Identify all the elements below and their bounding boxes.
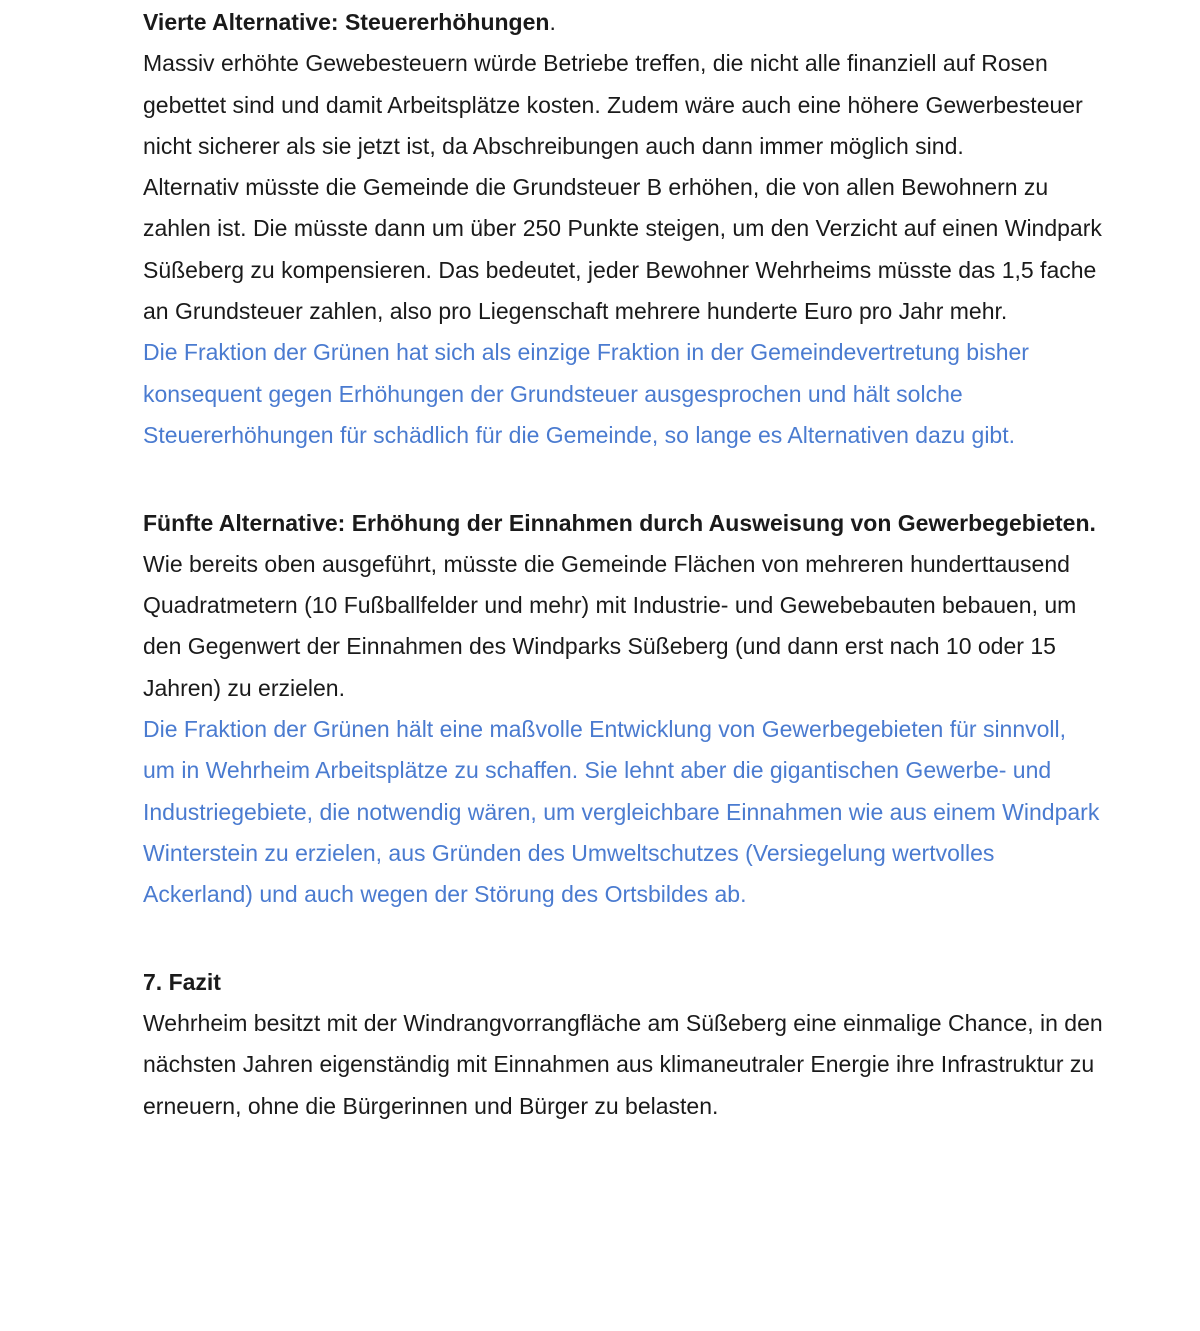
section-4-paragraph-2: Alternativ müsste die Gemeinde die Grundsteuer B erhöhen, die von allen Bewohnern zu zahlen ist. Die müsste dann um über 250 Punkte steigen, um den Verzicht auf einen Windpark Süßeberg zu kompensieren. Das bedeutet, jeder Bewohner Wehrheims müsste das 1,5 fache an Grundsteuer zahlen, also pro Liegenschaft mehrere hunderte Euro pro Jahr mehr. <box>143 174 1102 325</box>
section-4-paragraph-1: Massiv erhöhte Gewebesteuern würde Betriebe treffen, die nicht alle finanziell auf Rosen gebettet sind und damit Arbeitsplätze kosten. Zudem wäre auch eine höhere Gewerbesteuer nicht sicherer als sie jetzt ist, da Abschreibungen auch dann immer möglich sind. <box>143 50 1083 159</box>
section-4-heading-line <box>143 2 1103 43</box>
section-5-heading: Fünfte Alternative: Erhöhung der Einnahmen durch Ausweisung von Gewerbegebieten. <box>143 509 1096 536</box>
section-4-heading: Vierte Alternative: Steuererhöhungen <box>143 9 550 35</box>
section-7-heading: 7. Fazit <box>143 968 221 995</box>
section-7-paragraph-1: Wehrheim besitzt mit der Windrangvorrangfläche am Süßeberg eine einmalige Chance, in den nächsten Jahren eigenständig mit Einnahmen aus klimaneutraler Energie ihre Infrastruktur zu erneuern, ohne die Bürgerinnen und Bürger zu belasten. <box>143 1010 1103 1119</box>
section-4-green-position: Die Fraktion der Grünen hat sich als einzige Fraktion in der Gemeindevertretung bisher konsequent gegen Erhöhungen der Grundsteuer ausgesprochen und hält solche Steuererhöhungen für schädlich für die Gemeinde, so lange es Alternativen dazu gibt. <box>143 339 1029 448</box>
section-5-paragraph-1: Wie bereits oben ausgeführt, müsste die Gemeinde Flächen von mehreren hunderttausend Quadratmetern (10 Fußballfelder und mehr) mit Industrie- und Gewebebauten bebauen, um den Gegenwert der Einnahmen des Windparks Süßeberg (und dann erst nach 10 oder 15 Jahren) zu erzielen. <box>143 550 1077 701</box>
section-4-heading-punct: . <box>549 9 556 35</box>
section-5-green-position: Die Fraktion der Grünen hält eine maßvolle Entwicklung von Gewerbegebieten für sinnvoll, um in Wehrheim Arbeitsplätze zu schaffen. Sie lehnt aber die gigantischen Gewerbe- und Industriegebiete, die notwendig wären, um vergleichbare Einnahmen wie aus einem Windpark Winterstein zu erzielen, aus Gründen des Umweltschutzes (Versiegelung wertvolles Ackerland) und auch wegen der Störung des Ortsbildes ab. <box>143 716 1100 908</box>
spacer <box>143 456 1103 497</box>
document-body <box>143 0 1103 1127</box>
spacer <box>143 916 1103 957</box>
